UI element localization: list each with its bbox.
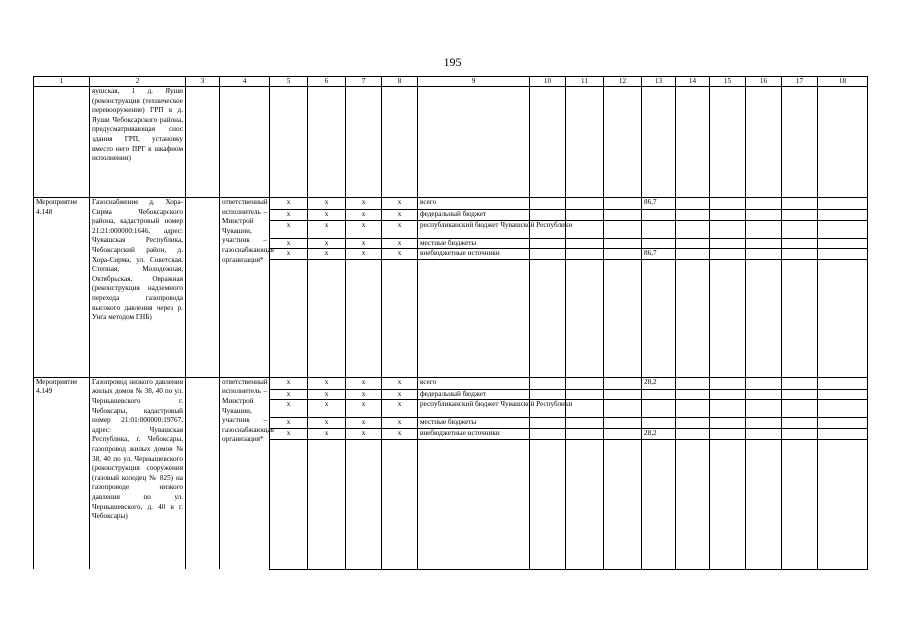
value-cell <box>530 428 566 439</box>
value-cell <box>710 377 746 389</box>
column-header: 18 <box>818 77 868 87</box>
empty-cell <box>604 87 642 198</box>
value-cell <box>746 238 782 249</box>
value-cell <box>782 220 818 238</box>
column-header: 8 <box>382 77 418 87</box>
value-cell <box>566 377 604 389</box>
value-cell <box>676 198 710 210</box>
value-cell <box>782 400 818 418</box>
value-cell <box>642 389 676 400</box>
mark-cell: x <box>382 400 418 418</box>
value-cell <box>530 389 566 400</box>
value-cell <box>604 249 642 260</box>
mark-cell: x <box>308 389 346 400</box>
empty-cell <box>604 439 642 569</box>
value-cell <box>676 238 710 249</box>
value-cell <box>782 198 818 210</box>
mark-cell: x <box>308 210 346 221</box>
mark-cell: x <box>346 428 382 439</box>
value-cell <box>818 377 868 389</box>
mark-cell: x <box>346 400 382 418</box>
empty-cell <box>782 439 818 569</box>
mark-cell: x <box>382 249 418 260</box>
value-cell <box>676 377 710 389</box>
value-cell <box>566 198 604 210</box>
value-cell: 86,7 <box>642 198 676 210</box>
mark-cell: x <box>308 400 346 418</box>
value-cell <box>746 220 782 238</box>
mark-cell: x <box>346 220 382 238</box>
value-cell <box>676 428 710 439</box>
empty-cell <box>530 87 566 198</box>
column-header: 1 <box>34 77 90 87</box>
mark-cell: x <box>270 198 308 210</box>
empty-cell <box>818 259 868 377</box>
value-cell <box>746 249 782 260</box>
column-header: 12 <box>604 77 642 87</box>
value-cell <box>566 389 604 400</box>
empty-cell <box>186 87 220 198</box>
value-cell <box>604 428 642 439</box>
column-header: 7 <box>346 77 382 87</box>
value-cell <box>710 198 746 210</box>
empty-cell <box>566 439 604 569</box>
value-cell <box>818 210 868 221</box>
value-cell <box>676 220 710 238</box>
value-cell <box>746 377 782 389</box>
value-cell <box>642 400 676 418</box>
value-cell <box>746 428 782 439</box>
column-header: 13 <box>642 77 676 87</box>
mark-cell: x <box>382 418 418 429</box>
mark-cell: x <box>382 198 418 210</box>
value-cell <box>782 428 818 439</box>
funding-source: местные бюджеты <box>418 238 530 249</box>
empty-cell <box>186 198 220 378</box>
empty-cell <box>220 87 270 198</box>
value-cell <box>604 198 642 210</box>
value-cell <box>710 428 746 439</box>
mark-cell: x <box>270 238 308 249</box>
measure-id <box>34 87 90 198</box>
funding-source: республиканский бюджет Чувашской Республики <box>418 400 530 418</box>
empty-cell <box>270 87 308 198</box>
value-cell <box>530 238 566 249</box>
column-header: 6 <box>308 77 346 87</box>
value-cell <box>746 418 782 429</box>
empty-cell <box>676 87 710 198</box>
mark-cell: x <box>308 238 346 249</box>
mark-cell: x <box>346 418 382 429</box>
empty-cell <box>418 439 530 569</box>
mark-cell: x <box>308 220 346 238</box>
empty-cell <box>818 439 868 569</box>
value-cell <box>746 210 782 221</box>
value-cell <box>676 400 710 418</box>
mark-cell: x <box>270 210 308 221</box>
funding-source: всего <box>418 377 530 389</box>
value-cell <box>782 389 818 400</box>
mark-cell: x <box>270 400 308 418</box>
page-number: 195 <box>443 55 462 69</box>
mark-cell: x <box>382 377 418 389</box>
value-cell <box>530 377 566 389</box>
empty-cell <box>418 259 530 377</box>
funding-row <box>34 198 868 210</box>
mark-cell: x <box>382 220 418 238</box>
mark-cell: x <box>270 418 308 429</box>
responsible-party: ответственный исполнитель – Минстрой Чувашии, участник – газоснабжающая организация* <box>220 377 270 569</box>
value-cell <box>710 400 746 418</box>
value-cell <box>676 210 710 221</box>
funding-source: республиканский бюджет Чувашской Республики <box>418 220 530 238</box>
mark-cell: x <box>270 220 308 238</box>
column-header: 16 <box>746 77 782 87</box>
value-cell <box>818 198 868 210</box>
empty-cell <box>530 259 566 377</box>
column-header: 11 <box>566 77 604 87</box>
measure-description: Газопровод низкого давления жилых домов № 38, 40 по ул. Чернышевского г. Чебоксары, кадастровый номер 21:01:000000:19767, адрес: Чувашская Республика, г. Чебоксары, газопровод жилых домов № 38, 40 по ул. Чернышевского (реконструкция сооружения (газовый колодец № 825) на газопроводе низкого давления по ул. Чернышевского, д. 40 в г. Чебоксары) <box>90 377 186 569</box>
mark-cell: x <box>270 249 308 260</box>
empty-cell <box>676 439 710 569</box>
empty-cell <box>642 439 676 569</box>
value-cell <box>676 249 710 260</box>
value-cell <box>818 238 868 249</box>
funding-source: федеральный бюджет <box>418 389 530 400</box>
empty-cell <box>530 439 566 569</box>
header-row <box>34 77 868 87</box>
value-cell <box>604 220 642 238</box>
empty-cell <box>710 439 746 569</box>
empty-cell <box>746 87 782 198</box>
responsible-party: ответственный исполнитель – Минстрой Чувашии, участник – газоснабжающая организация* <box>220 198 270 378</box>
mark-cell: x <box>382 389 418 400</box>
value-cell <box>604 210 642 221</box>
value-cell <box>710 418 746 429</box>
mark-cell: x <box>346 198 382 210</box>
mark-cell: x <box>308 377 346 389</box>
value-cell <box>642 210 676 221</box>
empty-cell <box>382 87 418 198</box>
mark-cell: x <box>346 249 382 260</box>
empty-cell <box>186 377 220 569</box>
empty-cell <box>604 259 642 377</box>
value-cell <box>642 418 676 429</box>
empty-cell <box>270 439 308 569</box>
empty-cell <box>418 87 530 198</box>
value-cell <box>818 400 868 418</box>
mark-cell: x <box>382 210 418 221</box>
value-cell <box>782 210 818 221</box>
empty-cell <box>746 259 782 377</box>
value-cell <box>604 418 642 429</box>
column-header: 2 <box>90 77 186 87</box>
value-cell <box>676 389 710 400</box>
mark-cell: x <box>308 418 346 429</box>
empty-cell <box>346 87 382 198</box>
value-cell <box>566 210 604 221</box>
measure-description: яушская, 1 д. Яуши (реконструкция (техническое перевооружение) ГРП в д. Яуши Чебоксарского района, предусматривающая снос здания ГРП, установку вместо него ПРГ в шкафном исполнении) <box>90 87 186 198</box>
empty-cell <box>710 259 746 377</box>
funding-row <box>34 377 868 389</box>
empty-cell <box>566 87 604 198</box>
value-cell <box>676 418 710 429</box>
column-header: 4 <box>220 77 270 87</box>
value-cell <box>710 389 746 400</box>
value-cell <box>782 238 818 249</box>
measure-id: Мероприятие 4.149 <box>34 377 90 569</box>
value-cell <box>566 428 604 439</box>
column-header: 10 <box>530 77 566 87</box>
mark-cell: x <box>308 198 346 210</box>
value-cell <box>642 220 676 238</box>
column-header: 5 <box>270 77 308 87</box>
value-cell <box>746 389 782 400</box>
value-cell: 86,7 <box>642 249 676 260</box>
empty-cell <box>642 87 676 198</box>
value-cell <box>710 249 746 260</box>
value-cell <box>818 428 868 439</box>
empty-cell <box>818 87 868 198</box>
column-header: 15 <box>710 77 746 87</box>
funding-source: всего <box>418 198 530 210</box>
column-header: 9 <box>418 77 530 87</box>
value-cell <box>818 418 868 429</box>
value-cell <box>604 377 642 389</box>
value-cell <box>710 238 746 249</box>
empty-cell <box>382 439 418 569</box>
empty-cell <box>710 87 746 198</box>
funding-source: местные бюджеты <box>418 418 530 429</box>
funding-source: федеральный бюджет <box>418 210 530 221</box>
value-cell <box>530 249 566 260</box>
value-cell <box>642 238 676 249</box>
empty-cell <box>746 439 782 569</box>
mark-cell: x <box>308 428 346 439</box>
value-cell <box>604 238 642 249</box>
empty-cell <box>346 439 382 569</box>
column-header: 3 <box>186 77 220 87</box>
value-cell <box>566 238 604 249</box>
value-cell <box>530 210 566 221</box>
value-cell <box>746 198 782 210</box>
mark-cell: x <box>346 389 382 400</box>
empty-cell <box>382 259 418 377</box>
empty-cell <box>676 259 710 377</box>
program-table <box>33 76 868 570</box>
empty-cell <box>346 259 382 377</box>
mark-cell: x <box>346 210 382 221</box>
empty-cell <box>642 259 676 377</box>
value-cell <box>710 220 746 238</box>
empty-cell <box>270 259 308 377</box>
empty-cell <box>782 259 818 377</box>
mark-cell: x <box>308 249 346 260</box>
mark-cell: x <box>382 428 418 439</box>
empty-cell <box>566 259 604 377</box>
value-cell <box>782 377 818 389</box>
value-cell: 28,2 <box>642 377 676 389</box>
funding-source: внебюджетные источники <box>418 249 530 260</box>
value-cell <box>818 220 868 238</box>
mark-cell: x <box>270 389 308 400</box>
measure-description: Газоснабжение д. Хора-Сирма Чебоксарского района, кадастровый номер 21:21:000000:1646, адрес: Чувашская Республика, Чебоксарский район, д. Хора-Сирма, ул. Советская, Степная, Молодежная, Октябрьская, Овражная (реконструкция надземного перехода газопровода высокого давления через р. Унга методом ГНБ) <box>90 198 186 378</box>
value-cell <box>818 389 868 400</box>
mark-cell: x <box>270 377 308 389</box>
measure-id: Мероприятие 4.148 <box>34 198 90 378</box>
value-cell <box>782 418 818 429</box>
empty-cell <box>782 87 818 198</box>
value-cell <box>566 418 604 429</box>
empty-cell <box>308 259 346 377</box>
value-cell <box>530 418 566 429</box>
mark-cell: x <box>346 238 382 249</box>
value-cell <box>818 249 868 260</box>
empty-cell <box>308 87 346 198</box>
mark-cell: x <box>382 238 418 249</box>
funding-source: внебюджетные источники <box>418 428 530 439</box>
mark-cell: x <box>270 428 308 439</box>
mark-cell: x <box>346 377 382 389</box>
value-cell <box>746 400 782 418</box>
value-cell <box>604 389 642 400</box>
value-cell <box>710 210 746 221</box>
value-cell <box>782 249 818 260</box>
value-cell: 28,2 <box>642 428 676 439</box>
value-cell <box>566 249 604 260</box>
column-header: 14 <box>676 77 710 87</box>
continuation-row <box>34 87 868 198</box>
column-header: 17 <box>782 77 818 87</box>
value-cell <box>530 198 566 210</box>
value-cell <box>604 400 642 418</box>
empty-cell <box>308 439 346 569</box>
